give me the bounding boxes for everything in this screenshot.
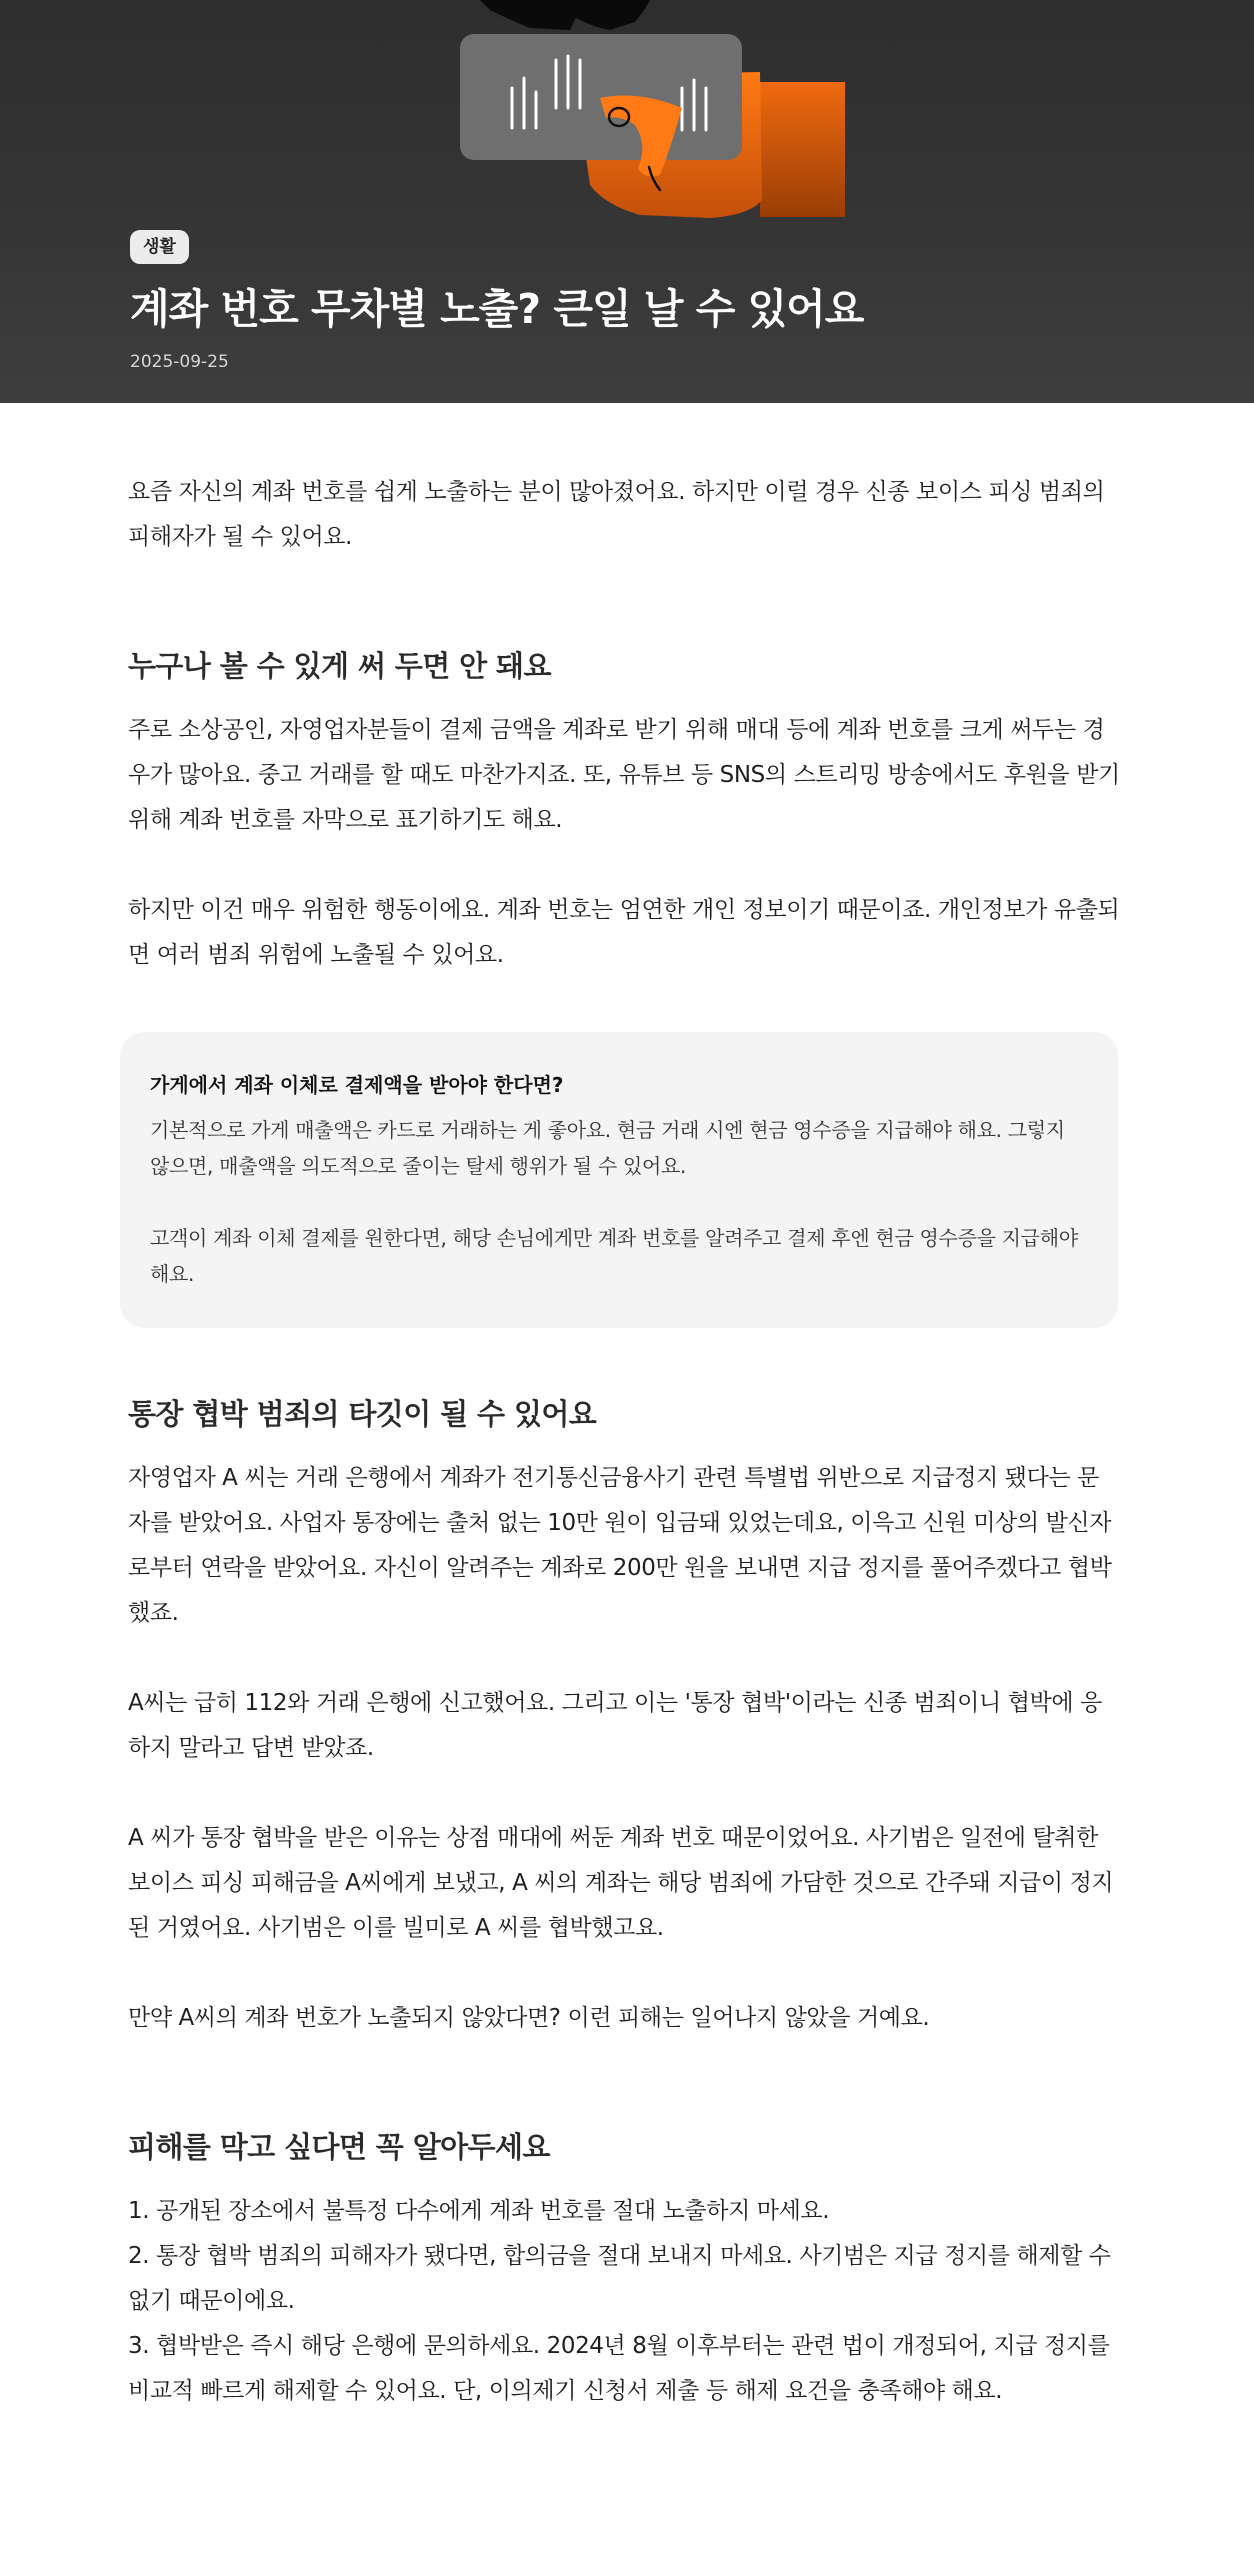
section-paragraph: 만약 A씨의 계좌 번호가 노출되지 않았다면? 이런 피해는 일어나지 않았을 거예요. bbox=[128, 2005, 930, 2031]
card-in-hand-illustration bbox=[420, 0, 920, 230]
section-paragraph: A씨는 급히 112와 거래 은행에 신고했어요. 그리고 이는 '통장 협박'이라는 신종 범죄이니 협박에 응하지 말라고 답변 받았죠. bbox=[128, 1690, 1102, 1761]
publish-date: 2025-09-25 bbox=[130, 352, 229, 372]
section-paragraph: 하지만 이건 매우 위험한 행동이에요. 계좌 번호는 엄연한 개인 정보이기 때문이죠. 개인정보가 유출되면 여러 범죄 위험에 노출될 수 있어요. bbox=[128, 897, 1120, 968]
intro-paragraph: 요즘 자신의 계좌 번호를 쉽게 노출하는 분이 많아졌어요. 하지만 이럴 경우 신종 보이스 피싱 범죄의 피해자가 될 수 있어요. bbox=[128, 479, 1105, 550]
list-item: 1. 공개된 장소에서 불특정 다수에게 계좌 번호를 절대 노출하지 마세요. bbox=[128, 2198, 830, 2224]
hero-content bbox=[130, 230, 1124, 372]
section-paragraph: 자영업자 A 씨는 거래 은행에서 계좌가 전기통신금융사기 관련 특별법 위반으로 지급정지 됐다는 문자를 받았어요. 사업자 통장에는 출처 없는 10만 원이 입금돼 있었는데요, 이윽고 신원 미상의 발신자로부터 연락을 받았어요. 자신이 알려주는 계좌로 200만 원을 보내면 지급 정지를 풀어주겠다고 협박했죠. bbox=[128, 1465, 1112, 1626]
callout-title: 가게에서 계좌 이체로 결제액을 받아야 한다면? bbox=[150, 1073, 564, 1097]
list-item: 2. 통장 협박 범죄의 피해자가 됐다면, 합의금을 절대 보내지 마세요. 사기범은 지급 정지를 해제할 수 없기 때문이에요. bbox=[128, 2243, 1111, 2314]
article-title: 계좌 번호 무차별 노출? 큰일 날 수 있어요 bbox=[130, 285, 864, 333]
callout-paragraph: 기본적으로 가게 매출액은 카드로 거래하는 게 좋아요. 현금 거래 시엔 현금 영수증을 지급해야 해요. 그렇지 않으면, 매출액을 의도적으로 줄이는 탈세 행위가 될 수 있어요. bbox=[150, 1118, 1065, 1178]
article-hero bbox=[0, 0, 1254, 403]
category-badge[interactable]: 생활 bbox=[130, 230, 189, 264]
list-item: 3. 협박받은 즉시 해당 은행에 문의하세요. 2024년 8월 이후부터는 관련 법이 개정되어, 지급 정지를 비교적 빠르게 해제할 수 있어요. 단, 이의제기 신청서 제출 등 해제 요건을 충족해야 해요. bbox=[128, 2333, 1110, 2404]
tips-list bbox=[128, 2189, 1120, 2414]
callout-paragraph: 고객이 계좌 이체 결제를 원한다면, 해당 손님에게만 계좌 번호를 알려주고 결제 후엔 현금 영수증을 지급해야 해요. bbox=[150, 1226, 1078, 1286]
section-paragraph: A 씨가 통장 협박을 받은 이유는 상점 매대에 써둔 계좌 번호 때문이었어요. 사기범은 일전에 탈취한 보이스 피싱 피해금을 A씨에게 보냈고, A 씨의 계좌는 해당 범죄에 가담한 것으로 간주돼 지급이 정지된 거였어요. 사기범은 이를 빌미로 A 씨를 협박했고요. bbox=[128, 1825, 1114, 1941]
article-body bbox=[128, 403, 1120, 2414]
section-paragraph: 주로 소상공인, 자영업자분들이 결제 금액을 계좌로 받기 위해 매대 등에 계좌 번호를 크게 써두는 경우가 많아요. 중고 거래를 할 때도 마찬가지죠. 또, 유튜브 등 SNS의 스트리밍 방송에서도 후원을 받기 위해 계좌 번호를 자막으로 표기하기도 해요. bbox=[128, 717, 1120, 833]
section-heading: 누구나 볼 수 있게 써 두면 안 돼요 bbox=[128, 649, 551, 683]
section-heading: 피해를 막고 싶다면 꼭 알아두세요 bbox=[128, 2130, 550, 2164]
tip-callout bbox=[120, 1032, 1118, 1328]
section-heading: 통장 협박 범죄의 타깃이 될 수 있어요 bbox=[128, 1397, 597, 1431]
